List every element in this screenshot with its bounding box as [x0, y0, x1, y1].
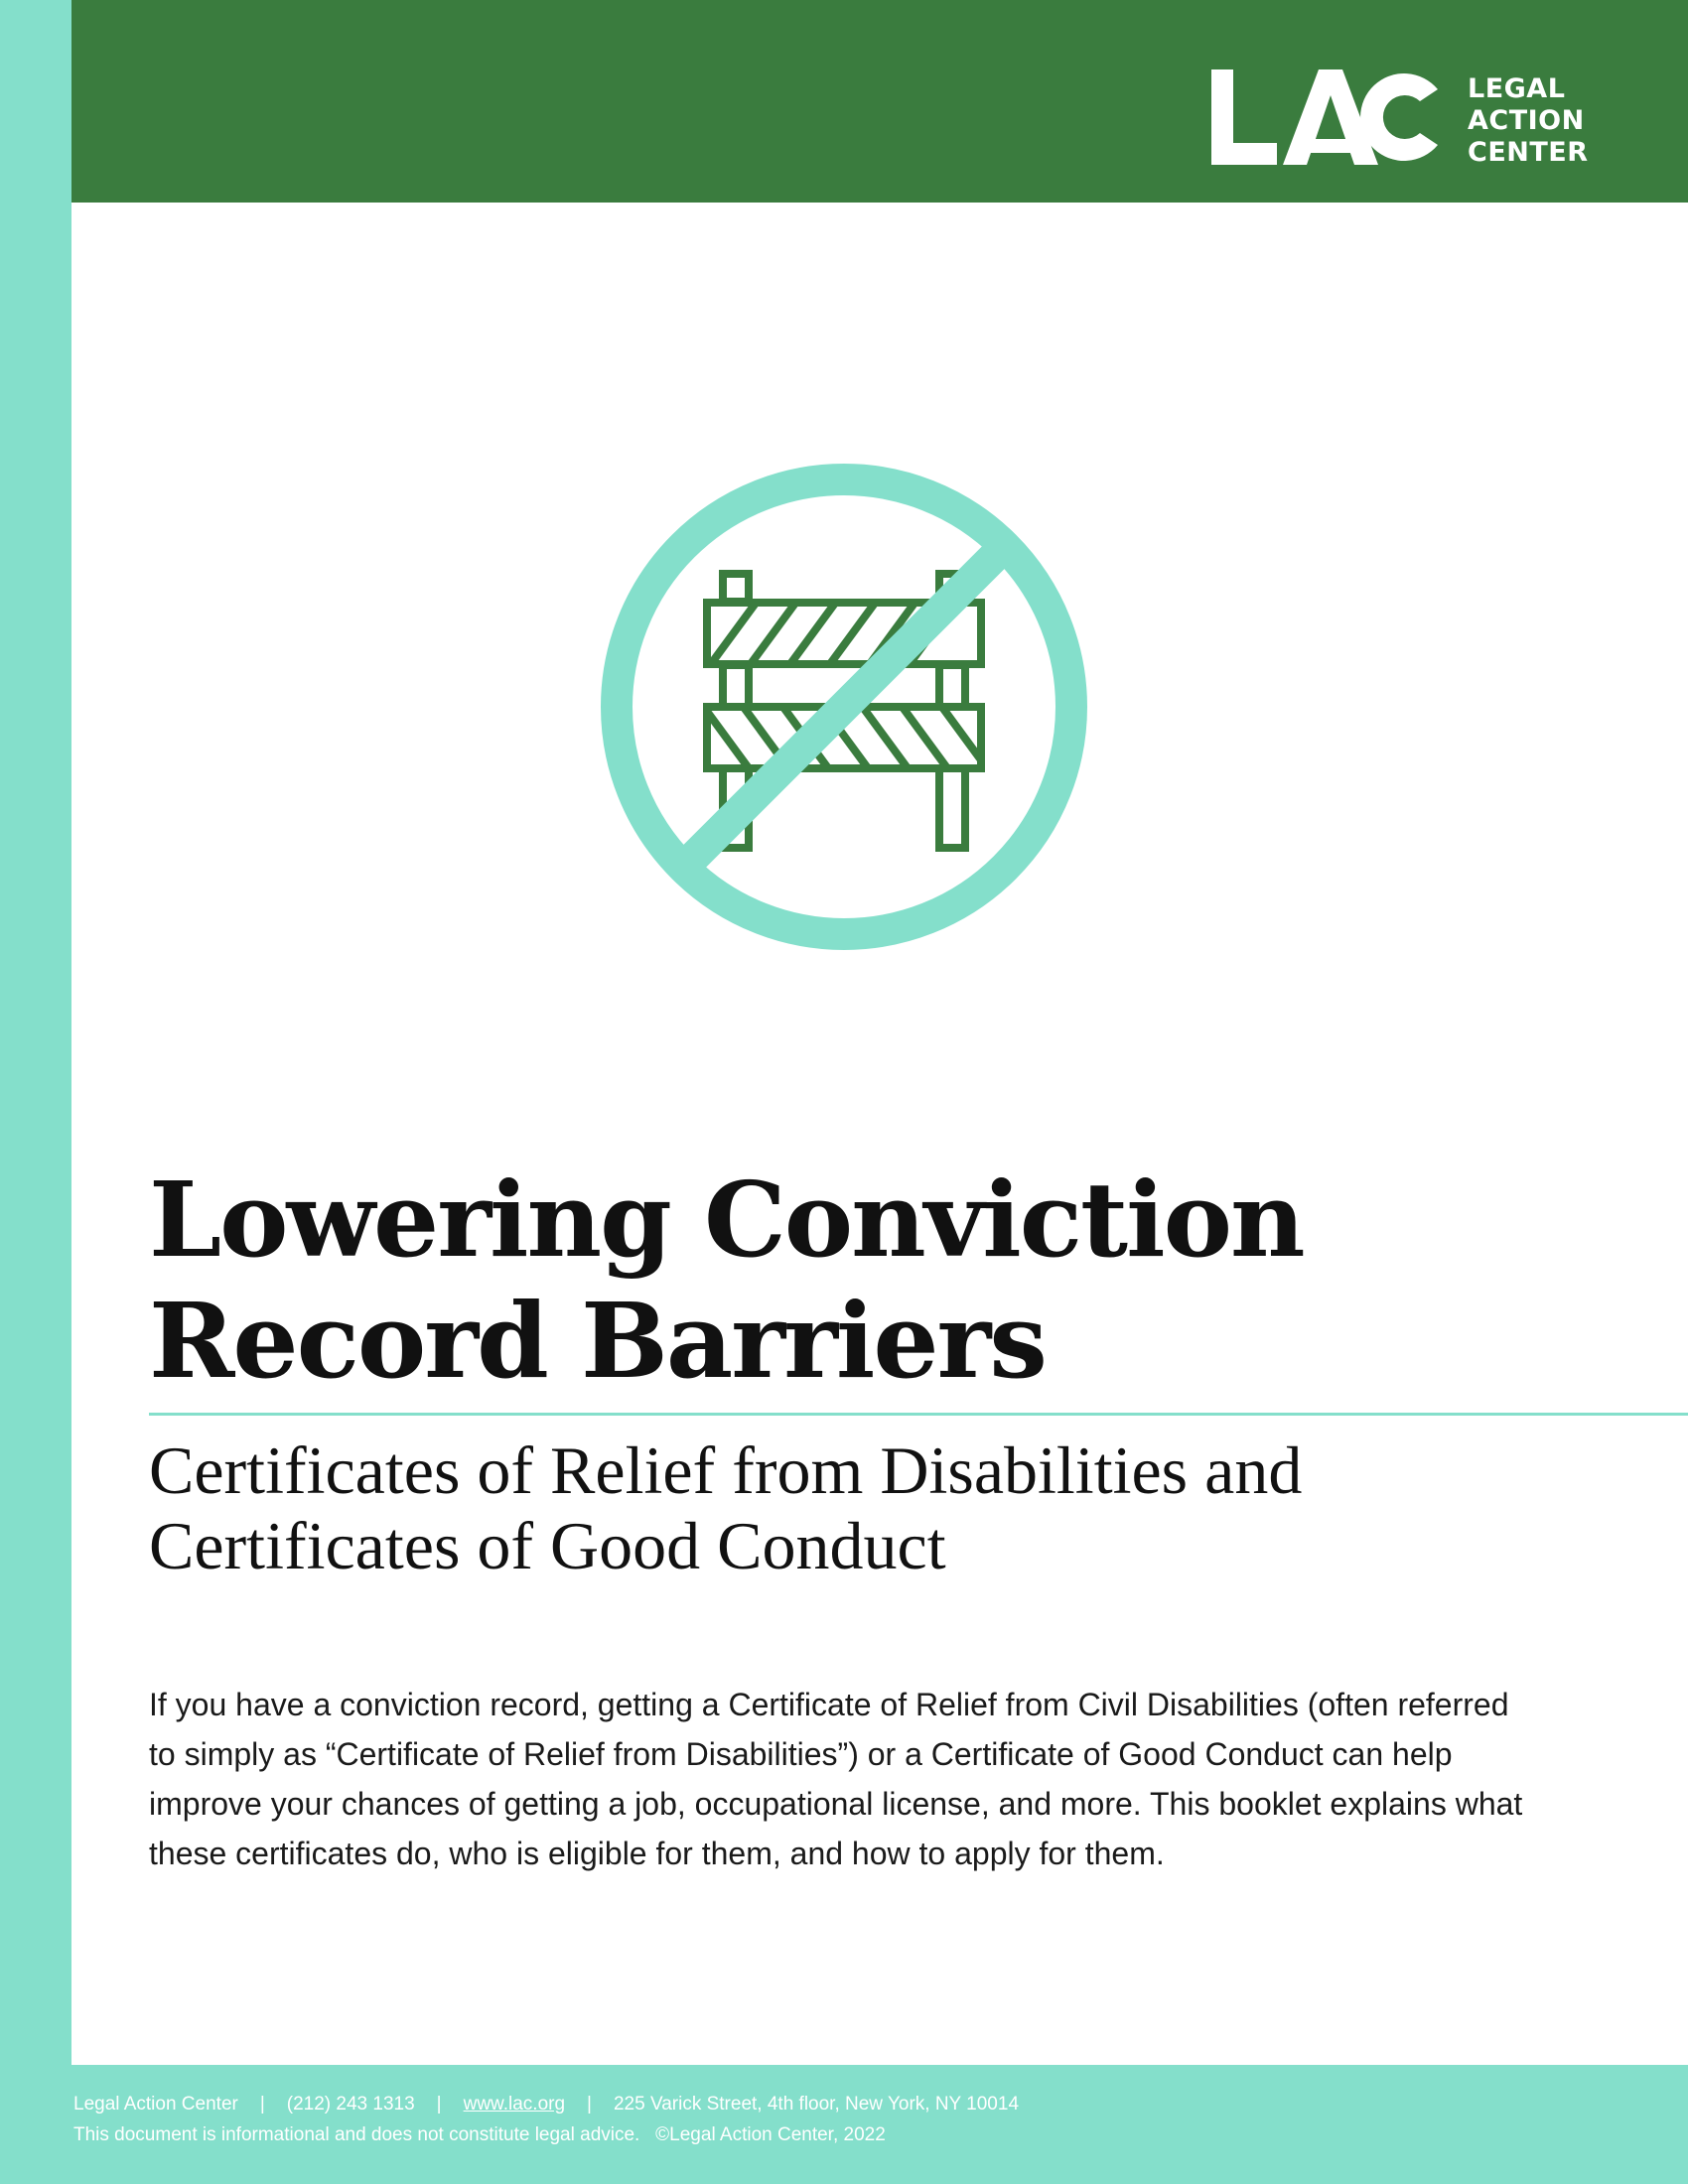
footer-phone: (212) 243 1313: [286, 2094, 415, 2115]
subtitle-line-1: Certificates of Relief from Disabilities and: [149, 1433, 1303, 1508]
footer-website-link[interactable]: www.lac.org: [463, 2094, 566, 2115]
lac-logo-mark: [1211, 69, 1446, 165]
title-line-1: Lowering Conviction: [149, 1159, 1304, 1281]
subtitle-line-2: Certificates of Good Conduct: [149, 1508, 946, 1583]
footer-disclaimer-line: [73, 2124, 886, 2146]
title-line-2: Record Barriers: [149, 1280, 1046, 1402]
logo-word-legal: LEGAL: [1468, 73, 1566, 104]
footer-separator: |: [259, 2094, 265, 2115]
intro-paragraph: If you have a conviction record, getting a Certificate of Relief from Civil Disabilities (often referred to simply as “Certificate of Relief from Disabilities”) or a Certificate of Good Conduct can help improve your chances of getting a job, occupational license, and more. This booklet explains what these certificates do, who is eligible for them, and how to apply for them.: [149, 1687, 1523, 1871]
lac-logo: [1211, 69, 1589, 168]
title-divider: [149, 1413, 1688, 1416]
no-barrier-icon: [596, 459, 1092, 955]
logo-word-center: CENTER: [1468, 137, 1589, 168]
logo-word-action: ACTION: [1468, 105, 1585, 136]
footer-disclaimer: This document is informational and does not constitute legal advice.: [73, 2124, 640, 2145]
footer-copyright: ©Legal Action Center, 2022: [655, 2124, 886, 2145]
footer-address: 225 Varick Street, 4th floor, New York, NY 10014: [613, 2094, 1020, 2115]
footer-separator: |: [436, 2094, 442, 2115]
footer-org: Legal Action Center: [73, 2094, 238, 2115]
footer-contact-line: [73, 2094, 1019, 2116]
left-accent-band: [0, 0, 71, 2184]
footer-separator: |: [587, 2094, 592, 2115]
page-subtitle: [149, 1433, 1589, 1583]
page-title: [149, 1160, 1589, 1402]
logo-wordmark: [1468, 73, 1589, 169]
footer-band: [71, 2065, 1688, 2184]
